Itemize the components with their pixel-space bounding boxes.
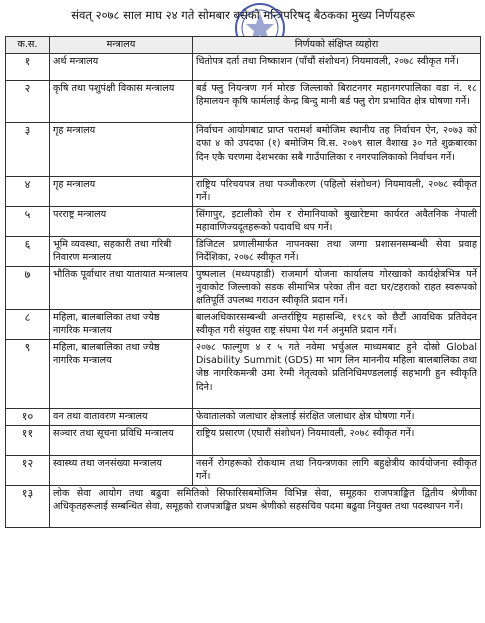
table-row: [6, 455, 481, 485]
serial-cell: ११: [6, 425, 50, 455]
table-row: [6, 123, 481, 177]
serial-cell: ५: [6, 206, 50, 236]
decision-cell: बर्ड फ्लु नियन्त्रण गर्न मोरङ जिल्लाको बिराटनगर महानगरपालिका वडा नं. १८ हिमालयन कृषि फार्मलाई केन्द्र बिन्दु मानी बर्ड फ्लु रोग प्रभावित क्षेत्र घोषणा गर्ने।: [193, 81, 481, 123]
serial-cell: ३: [6, 123, 50, 177]
decision-cell: डिजिटल प्रणालीमार्फत नापनक्सा तथा जग्गा प्रशासनसम्बन्धी सेवा प्रवाह निर्देशिका, २०७८ स्वीकृत गर्ने।: [193, 236, 481, 266]
ministry-cell: भूमि व्यवस्था, सहकारी तथा गरिबी निवारण मन्त्रालय: [50, 236, 193, 266]
serial-cell: १०: [6, 408, 50, 425]
table-row: [6, 309, 481, 339]
header-ministry: मन्त्रालय: [50, 37, 193, 54]
table-row: [6, 206, 481, 236]
decision-cell: राष्ट्रिय परिचयपत्र तथा पञ्जीकरण (पहिलो संशोधन) नियमावली, २०७८ स्वीकृत गर्ने।: [193, 177, 481, 207]
table-row: [6, 408, 481, 425]
ministry-cell: सञ्चार तथा सूचना प्रविधि मन्त्रालय: [50, 425, 193, 455]
ministry-cell: कृषि तथा पशुपंक्षी विकास मन्त्रालय: [50, 81, 193, 123]
table-row: [6, 425, 481, 455]
table-row: [6, 266, 481, 309]
decision-cell: २०७८ फाल्गुण ४ र ५ गते नवेमा भर्चुअल माध्यमबाट हुने दोस्रो Global Disability Summit (GDS) मा भाग लिन माननीय महिला बालबालिका तथा जेष्ठ नागरिकमन्त्री उमा रेग्मी नेतृत्वको प्रतिनिधिमण्डललाई सहभागी हुन स्वीकृति दिने।: [193, 339, 481, 408]
serial-cell: ६: [6, 236, 50, 266]
serial-cell: १२: [6, 455, 50, 485]
decision-cell: बालअधिकारसम्बन्धी अन्तर्राष्ट्रिय महासन्धि, १९८९ को छैटौं आवधिक प्रतिवेदन स्वीकृत गरी संयुक्त राष्ट्र संघमा पेश गर्न अनुमति प्रदान गर्ने।: [193, 309, 481, 339]
decision-cell: निर्वाचन आयोगबाट प्राप्त परामर्श बमोजिम स्थानीय तह निर्वाचन ऐन, २०७३ को दफा ४ को उपदफा (१) बमोजिम वि.स. २०७९ साल वैशाख ३० गते शुक्रबारका दिन एकै चरणमा देशभरका सबै गाउँपालिका र नगरपालिकाको निर्वाचन गर्ने।: [193, 123, 481, 177]
ministry-cell: महिला, बालबालिका तथा ज्येष्ठ नागरिक मन्त्रालय: [50, 309, 193, 339]
ministry-cell: गृह मन्त्रालय: [50, 123, 193, 177]
table-header-row: [6, 37, 481, 54]
table-row: [6, 236, 481, 266]
serial-cell: ८: [6, 309, 50, 339]
decision-cell: लोक सेवा आयोग तथा बढुवा समितिको सिफारिसबमोजिम विभिन्न सेवा, समूहका राजपत्राङ्कित द्वितीय श्रेणीका अधिकृतहरूलाई सम्बन्धित सेवा, समूहको राजपत्राङ्कित प्रथम श्रेणीको सहसचिव पदमा बढुवा नियुक्त तथा पदस्थापन गर्ने।: [50, 485, 481, 527]
ministry-cell: अर्थ मन्त्रालय: [50, 54, 193, 81]
serial-cell: ९: [6, 339, 50, 408]
ministry-cell: स्वास्थ्य तथा जनसंख्या मन्त्रालय: [50, 455, 193, 485]
table-row: [6, 81, 481, 123]
header-decision: निर्णयको संक्षिप्त व्यहोरा: [193, 37, 481, 54]
serial-cell: ४: [6, 177, 50, 207]
table-row: [6, 485, 481, 527]
decision-cell: सिंगापुर, इटालीको रोम र रोमानियाको बुखारेष्टमा कार्यरत अवैतनिक नेपाली महावाणिज्यदूतहरूको पदावधि थप गर्ने।: [193, 206, 481, 236]
serial-cell: २: [6, 81, 50, 123]
ministry-cell: महिला, बालबालिका तथा ज्येष्ठ नागरिक मन्त्रालय: [50, 339, 193, 408]
table-row: [6, 339, 481, 408]
ministry-cell: गृह मन्त्रालय: [50, 177, 193, 207]
decision-cell: राष्ट्रिय प्रसारण (एघारौं संशोधन) नियमावली, २०७८ स्वीकृत गर्ने।: [193, 425, 481, 455]
decision-cell: नसर्ने रोगहरूको रोकथाम तथा नियन्त्रणका लागि बहुक्षेत्रीय कार्ययोजना स्वीकृत गर्ने।: [193, 455, 481, 485]
ministry-cell: परराष्ट्र मन्त्रालय: [50, 206, 193, 236]
decisions-table: [5, 36, 481, 528]
decision-cell: धितोपत्र दर्ता तथा निष्काशन (पाँचौं संशोधन) नियमावली, २०७८ स्वीकृत गर्ने।: [193, 54, 481, 81]
serial-cell: ७: [6, 266, 50, 309]
table-row: [6, 177, 481, 207]
serial-cell: १: [6, 54, 50, 81]
decision-cell: फेवातालको जलाधार क्षेत्रलाई संरक्षित जलाधार क्षेत्र घोषणा गर्ने।: [193, 408, 481, 425]
header-serial: क.स.: [6, 37, 50, 54]
serial-cell: १३: [6, 485, 50, 527]
ministry-cell: वन तथा वातावरण मन्त्रालय: [50, 408, 193, 425]
document-title: संवत् २०७८ साल माघ २४ गते सोमबार बसेको मन्त्रिपरिषद् बैठकका मुख्य निर्णयहरू: [71, 8, 415, 22]
table-row: [6, 54, 481, 81]
decision-cell: पुष्पलाल (मध्यपहाडी) राजमार्ग योजना कार्यालय गोरखाको कार्यक्षेत्रभित्र पर्ने नुवाकोट जिल्लाको सडक सीमाभित्र परेका तीन वटा घर/टहराको राहत स्वरूपको क्षतिपूर्ति उपलब्ध गराउन स्वीकृति प्रदान गर्ने।: [193, 266, 481, 309]
ministry-cell: भौतिक पूर्वाधार तथा यातायात मन्त्रालय: [50, 266, 193, 309]
